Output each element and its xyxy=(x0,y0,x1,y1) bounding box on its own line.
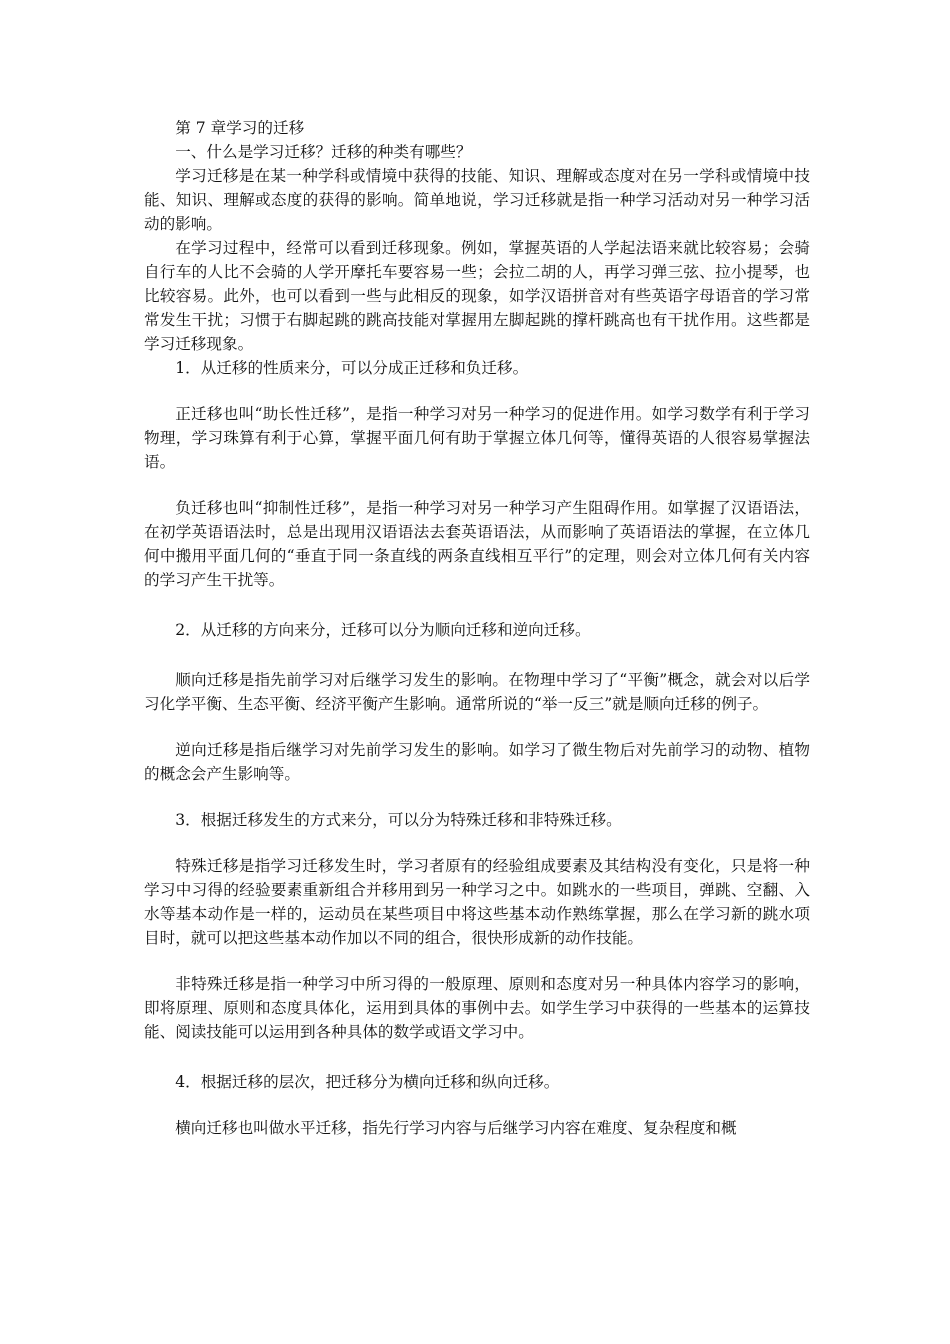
specific-transfer-paragraph: 特殊迁移是指学习迁移发生时，学习者原有的经验组成要素及其结构没有变化，只是将一种学习中习得的经验要素重新组合并移用到另一种学习之中。如跳水的一些项目，弹跳、空翻、入水等基本动作是一样的，运动员在某些项目中将这些基本动作熟练掌握，那么在学习新的跳水项目时，就可以把这些基本动作加以不同的组合，很快形成新的动作技能。 xyxy=(144,857,810,947)
backward-transfer-paragraph: 逆向迁移是指后继学习对先前学习发生的影响。如学习了微生物后对先前学习的动物、植物的概念会产生影响等。 xyxy=(144,741,810,783)
document-page xyxy=(144,116,810,1140)
section-3-heading: 3．根据迁移发生的方式来分，可以分为特殊迁移和非特殊迁移。 xyxy=(175,811,622,829)
section-4-heading: 4．根据迁移的层次，把迁移分为横向迁移和纵向迁移。 xyxy=(175,1073,560,1091)
chapter-title: 第 7 章学习的迁移 xyxy=(175,119,305,137)
definition-paragraph: 学习迁移是在某一种学科或情境中获得的技能、知识、理解或态度对在另一学科或情境中技能、知识、理解或态度的获得的影响。简单地说，学习迁移就是指一种学习活动对另一种学习活动的影响。 xyxy=(144,167,810,233)
negative-transfer-paragraph: 负迁移也叫“抑制性迁移”，是指一种学习对另一种学习产生阻碍作用。如掌握了汉语语法，在初学英语语法时，总是出现用汉语语法去套英语语法，从而影响了英语语法的掌握，在立体几何中搬用平面几何的“垂直于同一条直线的两条直线相互平行”的定理，则会对立体几何有关内容的学习产生干扰等。 xyxy=(144,499,810,589)
question-heading: 一、什么是学习迁移？迁移的种类有哪些？ xyxy=(175,143,472,161)
nonspecific-transfer-paragraph: 非特殊迁移是指一种学习中所习得的一般原理、原则和态度对另一种具体内容学习的影响，即将原理、原则和态度具体化，运用到具体的事例中去。如学生学习中获得的一些基本的运算技能、阅读技能可以运用到各种具体的数学或语文学习中。 xyxy=(144,975,810,1041)
section-1-heading: 1．从迁移的性质来分，可以分成正迁移和负迁移。 xyxy=(175,359,529,377)
examples-paragraph: 在学习过程中，经常可以看到迁移现象。例如，掌握英语的人学起法语来就比较容易；会骑自行车的人比不会骑的人学开摩托车要容易一些；会拉二胡的人，再学习弹三弦、拉小提琴，也比较容易。此外，也可以看到一些与此相反的现象，如学汉语拼音对有些英语字母语音的学习常常发生干扰；习惯于右脚起跳的跳高技能对掌握用左脚起跳的撑杆跳高也有干扰作用。这些都是学习迁移现象。 xyxy=(144,239,810,353)
forward-transfer-paragraph: 顺向迁移是指先前学习对后继学习发生的影响。在物理中学习了“平衡”概念，就会对以后学习化学平衡、生态平衡、经济平衡产生影响。通常所说的“举一反三”就是顺向迁移的例子。 xyxy=(144,671,810,713)
positive-transfer-paragraph: 正迁移也叫“助长性迁移”，是指一种学习对另一种学习的促进作用。如学习数学有利于学习物理，学习珠算有利于心算，掌握平面几何有助于掌握立体几何等，懂得英语的人很容易掌握法语。 xyxy=(144,405,810,471)
horizontal-transfer-paragraph: 横向迁移也叫做水平迁移，指先行学习内容与后继学习内容在难度、复杂程度和概 xyxy=(175,1119,737,1137)
section-2-heading: 2．从迁移的方向来分，迁移可以分为顺向迁移和逆向迁移。 xyxy=(175,621,591,639)
